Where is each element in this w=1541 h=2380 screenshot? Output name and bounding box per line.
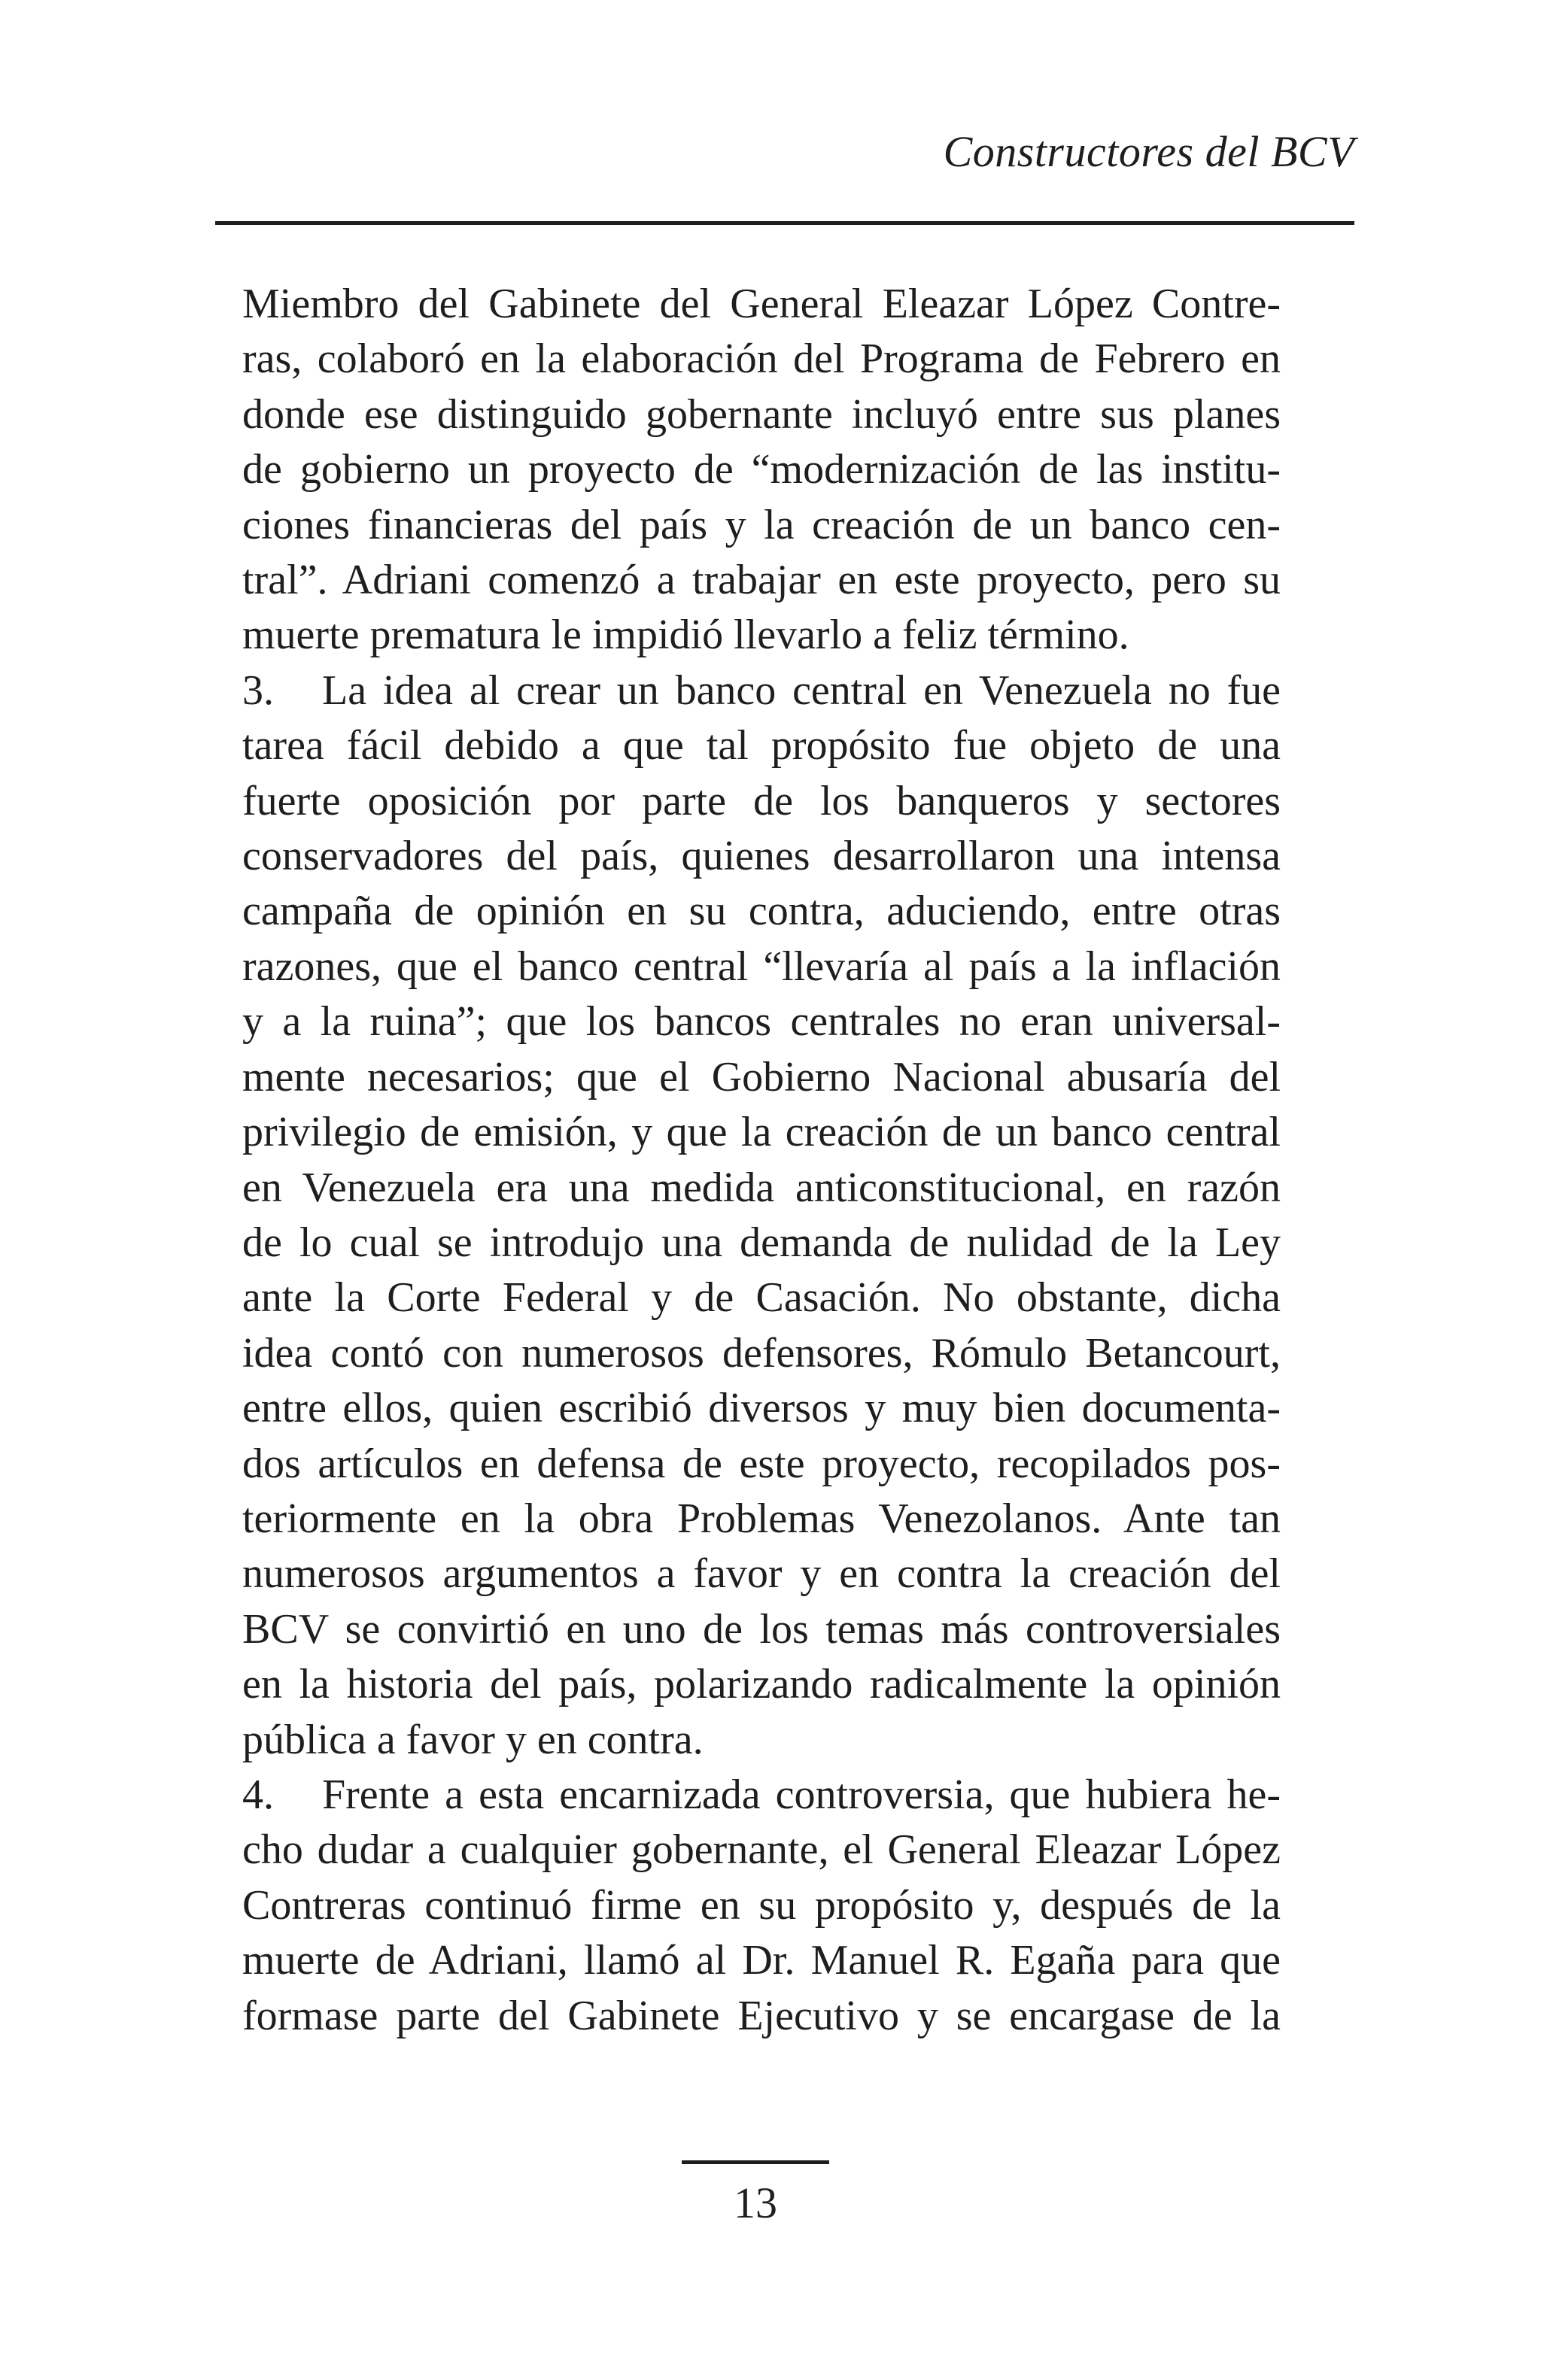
text-line: tral”. Adriani comenzó a trabajar en este proyecto, pero su	[242, 557, 1281, 604]
text-line: ante la Corte Federal y de Casación. No obstante, dicha	[242, 1274, 1281, 1322]
text-line: y a la ruina”; que los bancos centrales no eran universal-	[242, 998, 1281, 1046]
text-line: conservadores del país, quienes desarrollaron una intensa	[242, 833, 1281, 880]
numbered-paragraph-start	[242, 1768, 1281, 1823]
text-line: campaña de opinión en su contra, aduciendo, entre otras	[242, 888, 1281, 935]
text-line: ciones financieras del país y la creación de un banco cen-	[242, 501, 1281, 548]
text-line: privilegio de emisión, y que la creación de un banco central	[242, 1109, 1281, 1156]
text-line: La idea al crear un banco central en Venezuela no fue	[322, 666, 1281, 714]
text-line: Contreras continuó firme en su propósito y, después de la	[242, 1881, 1281, 1929]
text-line: teriormente en la obra Problemas Venezolanos. Ante tan	[242, 1495, 1281, 1542]
text-line: de lo cual se introdujo una demanda de nulidad de la Ley	[242, 1219, 1281, 1266]
numbered-paragraph-start	[242, 663, 1281, 718]
body-text	[242, 277, 1281, 2044]
text-line: en la historia del país, polarizando radicalmente la opinión	[242, 1661, 1281, 1708]
text-line: en Venezuela era una medida anticonstitucional, en razón	[242, 1164, 1281, 1211]
text-line: entre ellos, quien escribió diversos y muy bien documenta-	[242, 1385, 1281, 1432]
text-line: muerte prematura le impidió llevarlo a feliz término.	[242, 612, 1129, 659]
footer-rule	[682, 2160, 829, 2164]
text-line: tarea fácil debido a que tal propósito fue objeto de una	[242, 722, 1281, 770]
running-header-title: Constructores del BCV	[943, 127, 1354, 176]
text-line: pública a favor y en contra.	[242, 1716, 704, 1763]
text-line: cho dudar a cualquier gobernante, el General Eleazar López	[242, 1826, 1281, 1874]
text-line: donde ese distinguido gobernante incluyó entre sus planes	[242, 390, 1281, 438]
page-number: 13	[734, 2178, 777, 2227]
text-line: ras, colaboró en la elaboración del Programa de Febrero en	[242, 335, 1281, 383]
item-number: 3.	[242, 666, 274, 714]
text-line: de gobierno un proyecto de “modernización de las institu-	[242, 446, 1281, 493]
header-rule	[215, 221, 1354, 225]
text-line: Frente a esta encarnizada controversia, que hubiera he-	[322, 1771, 1281, 1818]
item-number: 4.	[242, 1771, 274, 1818]
text-line: dos artículos en defensa de este proyecto, recopilados pos-	[242, 1440, 1281, 1487]
text-line: numerosos argumentos a favor y en contra la creación del	[242, 1550, 1281, 1598]
text-line: razones, que el banco central “llevaría al país a la inflación	[242, 943, 1281, 990]
text-line: Miembro del Gabinete del General Eleazar López Contre-	[242, 281, 1281, 327]
text-line: mente necesarios; que el Gobierno Nacional abusaría del	[242, 1053, 1281, 1100]
text-line: fuerte oposición por parte de los banqueros y sectores	[242, 777, 1281, 824]
text-line: muerte de Adriani, llamó al Dr. Manuel R. Egaña para que	[242, 1937, 1281, 1984]
text-line: formase parte del Gabinete Ejecutivo y se encargase de la	[242, 1992, 1281, 2039]
text-line: idea contó con numerosos defensores, Rómulo Betancourt,	[242, 1329, 1281, 1377]
text-line: BCV se convirtió en uno de los temas más controversiales	[242, 1605, 1281, 1653]
